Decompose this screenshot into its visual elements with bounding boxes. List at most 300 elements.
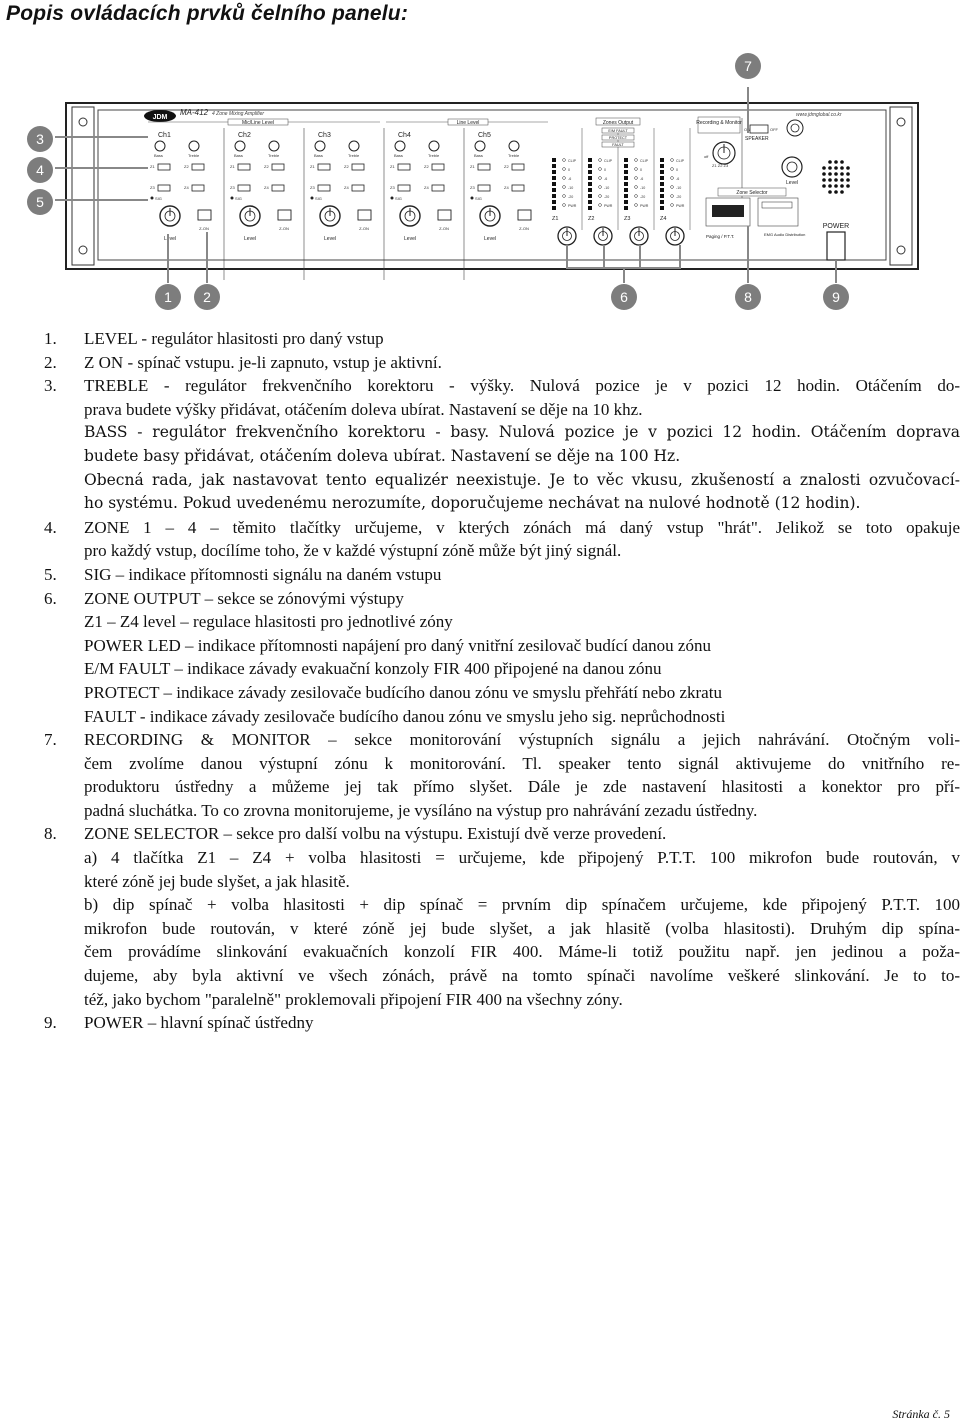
rack-ear-right bbox=[890, 107, 912, 265]
grille-hole bbox=[822, 166, 826, 170]
bass-knob bbox=[475, 141, 485, 151]
bass-label: Bass bbox=[234, 153, 243, 158]
list-item-number: 1. bbox=[44, 329, 57, 348]
treble-knob bbox=[189, 141, 199, 151]
zone-led-label: 0 bbox=[568, 168, 570, 172]
grille-hole bbox=[840, 178, 844, 182]
grille-hole bbox=[840, 160, 844, 164]
text-line: budete basy přidávat, otáčením doleva ubírat. Nastavení se děje na 100 Hz. bbox=[84, 446, 681, 465]
text-line: b) dip spínač + volba hlasitosti + dip spínač = prvním dip spínačem určujeme, kde připojený P.T.T. 100 bbox=[84, 895, 960, 915]
meter-segment bbox=[552, 206, 556, 210]
list-item-number: 3. bbox=[44, 376, 57, 396]
list-item-number: 5. bbox=[44, 564, 57, 584]
treble-label: Treble bbox=[188, 153, 200, 158]
list-item bbox=[44, 563, 960, 587]
zone-led-label: -6 bbox=[568, 177, 572, 181]
zone-button-label: Z3 bbox=[390, 185, 395, 190]
zone-led bbox=[671, 177, 674, 180]
zone-led-label: -20 bbox=[640, 195, 646, 199]
zone-led-label: -10 bbox=[676, 186, 682, 190]
list-item-text bbox=[84, 587, 960, 729]
meter-segment bbox=[624, 182, 628, 186]
grille-hole bbox=[828, 190, 832, 194]
callout-badge bbox=[735, 284, 761, 310]
grille-hole bbox=[846, 172, 850, 176]
bass-knob bbox=[315, 141, 325, 151]
zone-led-label: CLIP bbox=[568, 159, 576, 163]
zone-led-label: PWR bbox=[604, 204, 613, 208]
z-on-label: Z-ON bbox=[279, 226, 289, 231]
text-line: padná sluchátka. To co zrovna monitorujeme, je vysíláno na výstup pro nahrávání zezadu ústředny. bbox=[84, 800, 758, 820]
zone-led bbox=[599, 159, 602, 162]
text-line: Z ON - spínač vstupu. je-li zapnuto, vstup je aktivní. bbox=[84, 352, 442, 372]
sig-led bbox=[391, 197, 394, 200]
meter-segment bbox=[588, 164, 592, 168]
rack-ear-left bbox=[72, 107, 94, 265]
text-line: čem provádíme slinkování evakuačních konzolí FIR 400. Máme-li totiž použitu např. jen jedinou a poža- bbox=[84, 942, 960, 962]
group-line-label: Line Level bbox=[456, 120, 480, 126]
text-line: TREBLE - regulátor frekvenčního korektoru - výšky. Nulová pozice je v pozici 12 hodin. Otáčením do- bbox=[84, 376, 960, 396]
meter-segment bbox=[624, 158, 628, 162]
meter-segment bbox=[624, 188, 628, 192]
text-line: POWER – hlavní spínač ústředny bbox=[84, 1013, 314, 1033]
meter-segment bbox=[588, 188, 592, 192]
list-item-number: 7. bbox=[44, 730, 57, 750]
zone-led bbox=[563, 195, 566, 198]
meter-segment bbox=[552, 158, 556, 162]
grille-hole bbox=[828, 172, 832, 176]
z-on-button bbox=[518, 210, 531, 220]
sig-label: SIG bbox=[315, 196, 322, 201]
callout-number: 7 bbox=[744, 58, 752, 74]
text-line: ZONE 1 – 4 – těmito tlačítky určujeme, v kterých zónách má daný vstup "hrát". Jelikož se toto opakuje bbox=[84, 517, 960, 537]
zone-led-label: -10 bbox=[640, 186, 646, 190]
fault-label: E/M FAULT bbox=[608, 129, 628, 133]
speaker-off-label: OFF bbox=[770, 127, 778, 132]
meter-segment bbox=[552, 200, 556, 204]
zone-output-label: Z4 bbox=[660, 216, 667, 222]
list-item-text bbox=[84, 1011, 960, 1035]
bass-label: Bass bbox=[474, 153, 483, 158]
meter-segment bbox=[588, 158, 592, 162]
bass-knob bbox=[235, 141, 245, 151]
list-item-text bbox=[84, 563, 960, 587]
text-line: FAULT - indikace závady zesilovače budícího danou zónu ve smyslu jeho sig. neprůchodnosti bbox=[84, 706, 726, 726]
grille-hole bbox=[834, 190, 838, 194]
meter-segment bbox=[552, 188, 556, 192]
zone-button-label: Z3 bbox=[230, 185, 235, 190]
treble-knob bbox=[349, 141, 359, 151]
meter-segment bbox=[624, 200, 628, 204]
grille-hole bbox=[834, 184, 838, 188]
treble-label: Treble bbox=[348, 153, 360, 158]
zone-led bbox=[635, 168, 638, 171]
list-item-number: 6. bbox=[44, 588, 57, 608]
text-line: ZONE SELECTOR – sekce pro další volbu na výstupu. Existují dvě verze provedení. bbox=[84, 824, 667, 844]
meter-segment bbox=[660, 182, 664, 186]
zone-led bbox=[671, 204, 674, 207]
level-label: Level bbox=[244, 236, 256, 242]
text-line: pro každý vstup, docílíme toho, že v každé výstupní zóně může být jiný signál. bbox=[84, 541, 622, 561]
list-item bbox=[44, 351, 960, 375]
front-panel-figure bbox=[0, 40, 960, 320]
zone-button bbox=[158, 164, 170, 170]
zone-button-label: Z1 bbox=[470, 164, 475, 169]
sig-label: SIG bbox=[155, 196, 162, 201]
callout-badge bbox=[27, 157, 53, 183]
emg-label: EMG Audio Distribution bbox=[764, 232, 806, 237]
text-line: Z1 – Z4 level – regulace hlasitosti pro jednotlivé zóny bbox=[84, 612, 453, 632]
bass-label: Bass bbox=[154, 153, 163, 158]
grille-hole bbox=[840, 190, 844, 194]
text-line: RECORDING & MONITOR – sekce monitorování výstupních signálu a jejich nahrávání. Otočným voli- bbox=[84, 730, 960, 750]
meter-segment bbox=[660, 200, 664, 204]
text-line: POWER LED – indikace přítomnosti napájení pro daný vnitřní zesilovač budící danou zónu bbox=[84, 635, 711, 655]
group-rec-label: Recording & Monitor bbox=[696, 120, 742, 126]
callout-number: 6 bbox=[620, 289, 628, 305]
zone-led bbox=[671, 168, 674, 171]
zone-button bbox=[318, 185, 330, 191]
zone-led bbox=[671, 195, 674, 198]
text-line: PROTECT – indikace závady zesilovače budícího danou zónu ve smyslu přehřátí nebo zkratu bbox=[84, 682, 722, 702]
zone-selector-label: Zone Selector bbox=[736, 190, 768, 196]
text-line: dujeme, aby byla aktivní ve všech zónách, právě na tomto spínači navolíme veškeré slinkování. Je to to- bbox=[84, 966, 960, 986]
zone-output-label: Z3 bbox=[624, 216, 631, 222]
meter-segment bbox=[660, 194, 664, 198]
zone-led-label: PWR bbox=[676, 204, 685, 208]
zone-button bbox=[272, 185, 284, 191]
meter-segment bbox=[552, 182, 556, 186]
rack-screw bbox=[79, 246, 87, 254]
grille-hole bbox=[846, 184, 850, 188]
callout-badge bbox=[611, 284, 637, 310]
brand-text: JDM bbox=[152, 114, 168, 121]
fault-label: FAULT bbox=[612, 143, 624, 147]
list-item bbox=[44, 1011, 960, 1035]
zone-button-label: Z1 bbox=[310, 164, 315, 169]
text-line: čem zvolíme danou výstupní zónu k monitorování. Tl. speaker tento signál aktivujeme do vnitřního re- bbox=[84, 753, 960, 773]
meter-segment bbox=[624, 176, 628, 180]
meter-segment bbox=[588, 194, 592, 198]
meter-segment bbox=[624, 164, 628, 168]
bass-label: Bass bbox=[394, 153, 403, 158]
zone-led bbox=[599, 177, 602, 180]
zone-button-label: Z1 bbox=[230, 164, 235, 169]
list-item-text bbox=[84, 728, 960, 822]
level-label: Level bbox=[324, 236, 336, 242]
selector-z-labels: Z1 Z2 Z3 bbox=[712, 163, 729, 168]
meter-segment bbox=[588, 176, 592, 180]
list-item-number: 9. bbox=[44, 1013, 57, 1033]
zone-led-label: -6 bbox=[640, 177, 644, 181]
z-on-button bbox=[358, 210, 371, 220]
grille-hole bbox=[834, 178, 838, 182]
list-item bbox=[44, 516, 960, 563]
zone-led-label: PWR bbox=[640, 204, 649, 208]
list-item bbox=[44, 822, 960, 1011]
zone-button-label: Z1 bbox=[390, 164, 395, 169]
rack-screw bbox=[897, 246, 905, 254]
zone-button bbox=[398, 185, 410, 191]
zone-led-label: CLIP bbox=[640, 159, 648, 163]
text-line: E/M FAULT – indikace závady evakuační konzoly FIR 400 připojené na danou zónu bbox=[84, 659, 662, 679]
z-on-label: Z-ON bbox=[439, 226, 449, 231]
zone-led bbox=[635, 159, 638, 162]
zone-button bbox=[512, 164, 524, 170]
sig-led bbox=[231, 197, 234, 200]
sig-led bbox=[151, 197, 154, 200]
zone-led bbox=[563, 204, 566, 207]
zone-button-label: Z4 bbox=[264, 185, 269, 190]
z-on-button bbox=[438, 210, 451, 220]
zone-led-label: -6 bbox=[676, 177, 680, 181]
callout-number: 3 bbox=[36, 131, 44, 147]
meter-segment bbox=[588, 182, 592, 186]
callout-badge bbox=[194, 284, 220, 310]
zone-output-label: Z2 bbox=[588, 216, 595, 222]
zone-button-label: Z1 bbox=[150, 164, 155, 169]
meter-segment bbox=[624, 194, 628, 198]
meter-segment bbox=[660, 188, 664, 192]
grille-hole bbox=[828, 184, 832, 188]
rack-screw bbox=[79, 118, 87, 126]
list-item-text bbox=[84, 516, 960, 563]
z-on-label: Z-ON bbox=[359, 226, 369, 231]
zone-led-label: -20 bbox=[676, 195, 682, 199]
text-line: ho systému. Pokud uvedenému nerozumíte, doporučujeme nechávat na nulové hodnotě (12 hodin). bbox=[84, 494, 861, 513]
zone-button-label: Z3 bbox=[150, 185, 155, 190]
treble-knob bbox=[509, 141, 519, 151]
sig-label: SIG bbox=[475, 196, 482, 201]
meter-segment bbox=[552, 176, 556, 180]
zone-button bbox=[158, 185, 170, 191]
callout-number: 2 bbox=[203, 289, 211, 305]
monitor-level-label: Level bbox=[786, 180, 798, 186]
zone-button bbox=[478, 185, 490, 191]
list-item bbox=[44, 374, 960, 516]
text-line: SIG – indikace přítomnosti signálu na daném vstupu bbox=[84, 564, 442, 584]
list-item bbox=[44, 327, 960, 351]
svg-text:off: off bbox=[704, 154, 709, 159]
zone-led bbox=[635, 186, 638, 189]
model-subtitle: 4 Zone Mixing Amplifier bbox=[212, 111, 265, 117]
zone-button-label: Z2 bbox=[424, 164, 429, 169]
sig-led bbox=[471, 197, 474, 200]
zone-led-label: -20 bbox=[604, 195, 610, 199]
z-on-label: Z-ON bbox=[199, 226, 209, 231]
zone-output-label: Z1 bbox=[552, 216, 559, 222]
grille-hole bbox=[828, 160, 832, 164]
rack-screw bbox=[897, 118, 905, 126]
meter-segment bbox=[552, 164, 556, 168]
level-label: Level bbox=[164, 236, 176, 242]
level-label: Level bbox=[404, 236, 416, 242]
callout-badge bbox=[27, 126, 53, 152]
zone-led-label: -6 bbox=[604, 177, 608, 181]
zone-led-label: -10 bbox=[568, 186, 574, 190]
text-line: ZONE OUTPUT – sekce se zónovými výstupy bbox=[84, 588, 404, 608]
text-line: prava budete výšky přidávat, otáčením doleva ubírat. Nastavení se děje na 10 khz. bbox=[84, 399, 643, 419]
text-line: též, jako bychom "paralelně" proklemovali připojení FIR 400 na všechny zóny. bbox=[84, 989, 623, 1009]
grille-hole bbox=[828, 178, 832, 182]
meter-segment bbox=[588, 170, 592, 174]
treble-label: Treble bbox=[268, 153, 280, 158]
zone-led bbox=[635, 177, 638, 180]
zone-led-label: 0 bbox=[604, 168, 606, 172]
page-footer: Stránka č. 5 bbox=[892, 1407, 950, 1421]
zone-button-label: Z4 bbox=[344, 185, 349, 190]
speaker-on-label: ON bbox=[744, 127, 750, 132]
zone-button bbox=[432, 164, 444, 170]
grille-hole bbox=[834, 166, 838, 170]
zone-button-label: Z2 bbox=[264, 164, 269, 169]
list-item bbox=[44, 728, 960, 822]
zone-led-label: CLIP bbox=[676, 159, 684, 163]
zone-led bbox=[635, 204, 638, 207]
list-item-text bbox=[84, 351, 960, 375]
bass-label: Bass bbox=[314, 153, 323, 158]
grille-hole bbox=[828, 166, 832, 170]
text-line: Obecná rada, jak nastavovat tento equalizér neexistuje. Je to věc vkusu, zkušeností a znalosti ozvučovací- bbox=[84, 470, 960, 489]
group-mic-label: Mic/Line Level bbox=[242, 120, 274, 126]
text-line: BASS - regulátor frekvenčního korektoru - basy. Nulová pozice je v pozici 12 hodin. Otáčením doprava bbox=[84, 423, 960, 442]
text-line: produktoru ústředny a můžeme jej tak přímo slyšet. Dále je zde nastavení hlasitosti a konektor pro pří- bbox=[84, 777, 960, 797]
meter-segment bbox=[588, 200, 592, 204]
meter-segment bbox=[660, 170, 664, 174]
bass-knob bbox=[155, 141, 165, 151]
text-line: které zóně jej bude slyšet, a jak hlasitě. bbox=[84, 871, 350, 891]
sig-label: SIG bbox=[395, 196, 402, 201]
zone-button bbox=[352, 164, 364, 170]
website-text: www.jdmglobal.co.kr bbox=[796, 112, 842, 118]
grille-hole bbox=[834, 172, 838, 176]
meter-segment bbox=[624, 170, 628, 174]
zone-led bbox=[563, 168, 566, 171]
z-on-button bbox=[278, 210, 291, 220]
zone-led bbox=[599, 195, 602, 198]
fault-label: PROTECT bbox=[608, 136, 628, 140]
zone-button bbox=[318, 164, 330, 170]
page-title: Popis ovládacích prvků čelního panelu: bbox=[6, 2, 409, 25]
list-item bbox=[44, 587, 960, 729]
power-switch bbox=[827, 232, 845, 260]
grille-hole bbox=[846, 166, 850, 170]
callout-badge bbox=[155, 284, 181, 310]
meter-segment bbox=[552, 170, 556, 174]
callout-number: 1 bbox=[164, 289, 172, 305]
speaker-label: SPEAKER bbox=[745, 136, 769, 142]
power-label: POWER bbox=[822, 223, 850, 230]
zone-button bbox=[432, 185, 444, 191]
zone-led-label: -20 bbox=[568, 195, 574, 199]
bass-knob bbox=[395, 141, 405, 151]
z-on-button bbox=[198, 210, 211, 220]
zone-button bbox=[238, 185, 250, 191]
zone-button bbox=[192, 185, 204, 191]
front-panel-drawing bbox=[0, 40, 960, 320]
meter-segment bbox=[588, 206, 592, 210]
zone-led bbox=[599, 204, 602, 207]
meter-segment bbox=[660, 164, 664, 168]
sig-label: SIG bbox=[235, 196, 242, 201]
level-label: Level bbox=[484, 236, 496, 242]
treble-label: Treble bbox=[428, 153, 440, 158]
zone-button bbox=[192, 164, 204, 170]
list-item-text bbox=[84, 374, 960, 516]
sig-led bbox=[311, 197, 314, 200]
zone-button bbox=[272, 164, 284, 170]
channel-label: Ch5 bbox=[478, 132, 491, 139]
zone-button bbox=[352, 185, 364, 191]
zone-led-label: PWR bbox=[568, 204, 577, 208]
callout-badge bbox=[823, 284, 849, 310]
list-item-number: 8. bbox=[44, 824, 57, 844]
callout-badge bbox=[735, 53, 761, 79]
channel-label: Ch2 bbox=[238, 132, 251, 139]
group-zones-label: Zones Output bbox=[602, 120, 634, 126]
description-list bbox=[44, 327, 960, 1035]
zone-button-label: Z4 bbox=[424, 185, 429, 190]
zone-button-label: Z3 bbox=[310, 185, 315, 190]
zone-button bbox=[398, 164, 410, 170]
list-item-number: 4. bbox=[44, 517, 57, 537]
meter-segment bbox=[624, 206, 628, 210]
zone-led-label: CLIP bbox=[604, 159, 612, 163]
grille-hole bbox=[822, 184, 826, 188]
zone-led bbox=[671, 186, 674, 189]
model-text: MA-412 bbox=[180, 108, 209, 117]
zone-led bbox=[563, 159, 566, 162]
meter-segment bbox=[660, 176, 664, 180]
list-item-text bbox=[84, 822, 960, 1011]
grille-hole bbox=[822, 178, 826, 182]
zone-button bbox=[478, 164, 490, 170]
zone-button-label: Z4 bbox=[504, 185, 509, 190]
callout-number: 8 bbox=[744, 289, 752, 305]
zone-led-label: -10 bbox=[604, 186, 610, 190]
treble-label: Treble bbox=[508, 153, 520, 158]
grille-hole bbox=[846, 178, 850, 182]
meter-segment bbox=[660, 158, 664, 162]
list-item-number: 2. bbox=[44, 352, 57, 372]
grille-hole bbox=[822, 172, 826, 176]
paging-label: Paging / P.T.T. bbox=[706, 234, 735, 239]
zone-led bbox=[671, 159, 674, 162]
grille-hole bbox=[834, 160, 838, 164]
callout-number: 9 bbox=[832, 289, 840, 305]
z-on-label: Z-ON bbox=[519, 226, 529, 231]
zone-led bbox=[599, 186, 602, 189]
callout-number: 5 bbox=[36, 194, 44, 210]
channel-label: Ch4 bbox=[398, 132, 411, 139]
zone-led bbox=[599, 168, 602, 171]
dip-switch bbox=[712, 205, 744, 217]
speaker-button bbox=[750, 125, 768, 133]
text-line: a) 4 tlačítka Z1 – Z4 + volba hlasitosti = určujeme, kde připojený P.T.T. 100 mikrofon bude routován, v bbox=[84, 848, 960, 868]
grille-hole bbox=[840, 166, 844, 170]
callout-number: 4 bbox=[36, 162, 44, 178]
text-line: LEVEL - regulátor hlasitosti pro daný vstup bbox=[84, 329, 384, 348]
meter-segment bbox=[552, 194, 556, 198]
channel-label: Ch1 bbox=[158, 132, 171, 139]
text-line: mikrofon bude routován, v které zóně jej bude slyšet, a jak hlasitě (volba hlasitosti). Druhým dip spína- bbox=[84, 918, 960, 938]
channel-label: Ch3 bbox=[318, 132, 331, 139]
grille-hole bbox=[840, 172, 844, 176]
zone-led bbox=[635, 195, 638, 198]
zone-button-label: Z2 bbox=[504, 164, 509, 169]
list-item-text bbox=[84, 327, 960, 351]
zone-led bbox=[563, 186, 566, 189]
